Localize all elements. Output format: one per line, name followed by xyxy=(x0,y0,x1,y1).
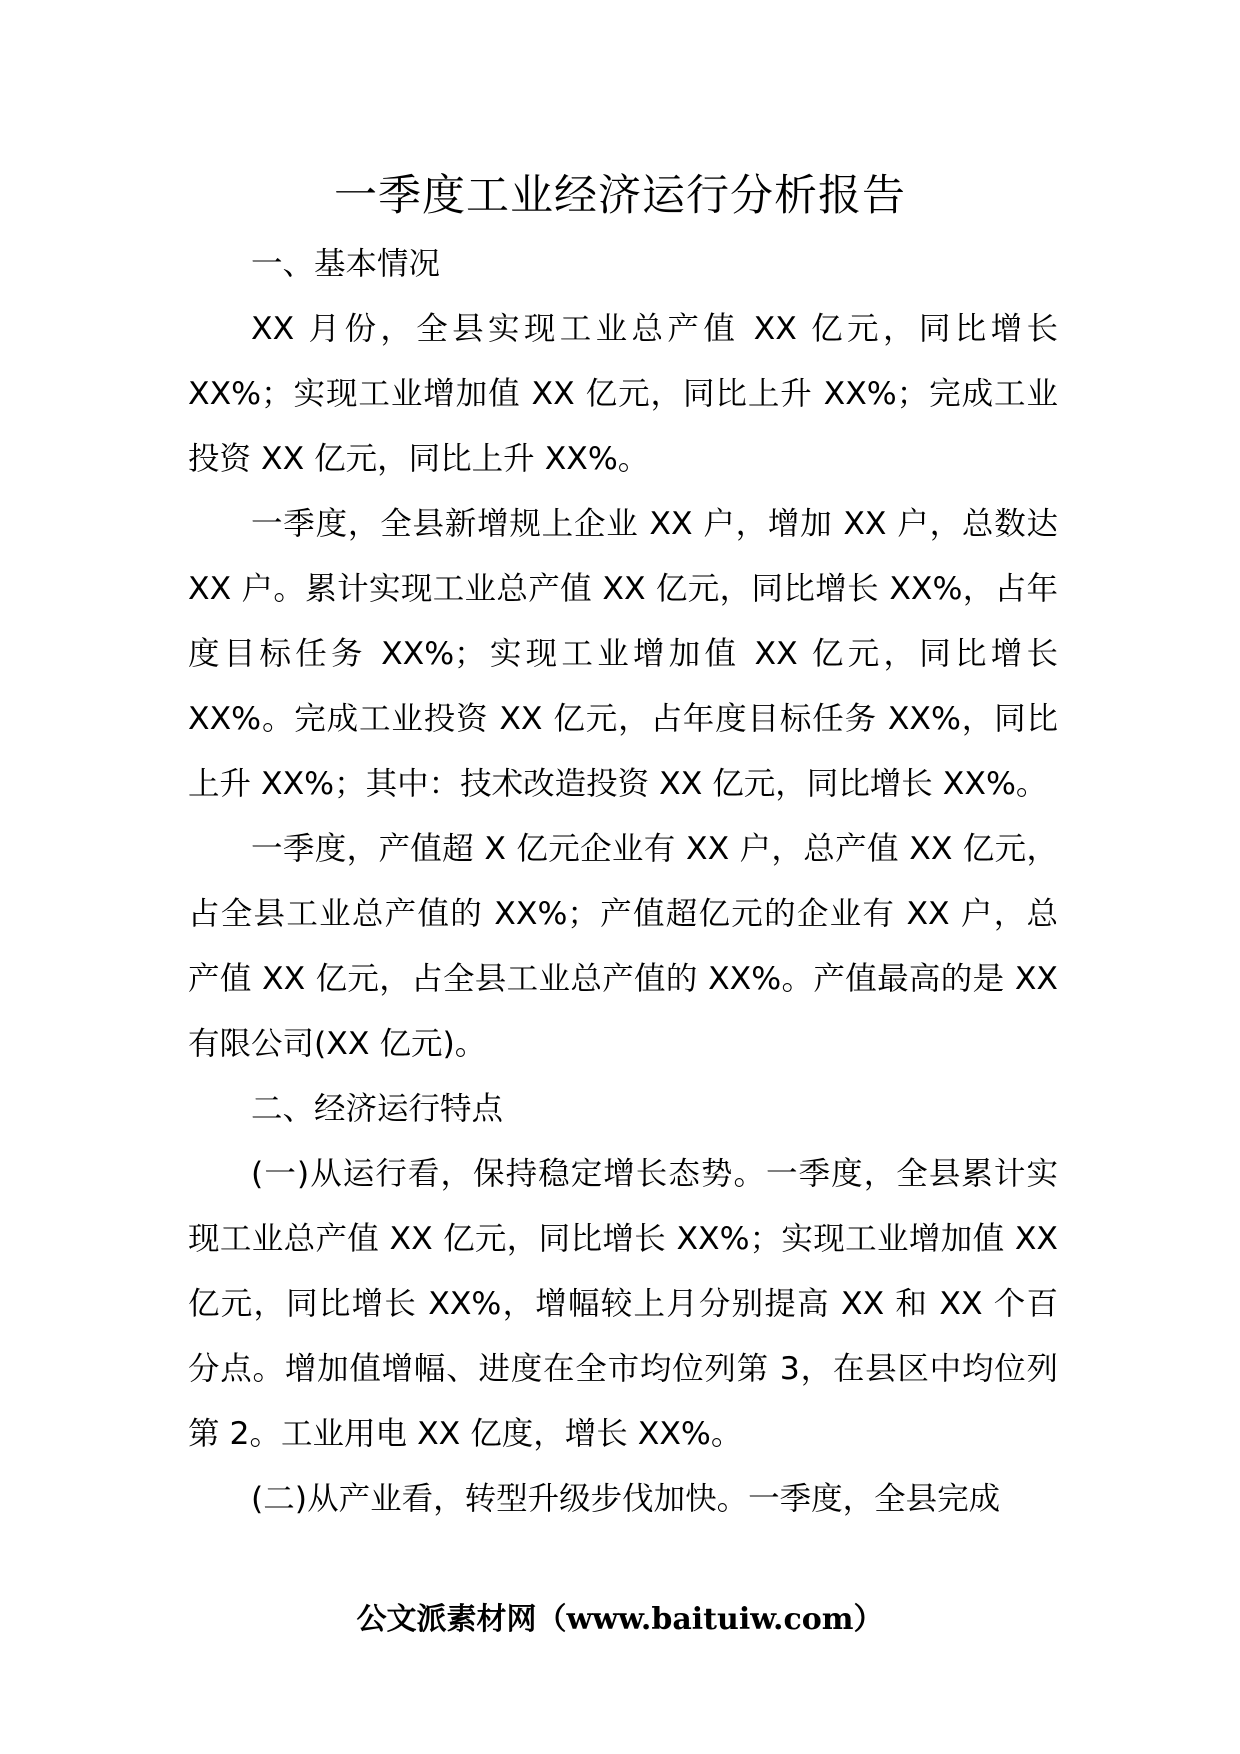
document-body xyxy=(188,232,1058,1532)
paragraph-industry-upgrade: (二)从产业看，转型升级步伐加快。一季度，全县完成 xyxy=(251,1481,1001,1517)
paragraph-operation-trend: (一)从运行看，保持稳定增长态势。一季度，全县累计实现工业总产值 XX 亿元，同比增长 XX%；实现工业增加值 XX 亿元，同比增长 XX%，增幅较上月分别提高 XX 和 XX 个百分点。增加值增幅、进度在全市均位列第 3，在县区中均位列第 2。工业用电 XX 亿度，增长 XX%。 xyxy=(188,1156,1058,1452)
document-title: 一季度工业经济运行分析报告 xyxy=(334,171,906,221)
footer-watermark: 公文派素材网（www.baituiw.com） xyxy=(356,1602,884,1637)
section-heading-basic-situation: 一、基本情况 xyxy=(251,246,441,282)
section-heading-features: 二、经济运行特点 xyxy=(251,1091,504,1127)
paragraph-enterprise-output: 一季度，产值超 X 亿元企业有 XX 户，总产值 XX 亿元，占全县工业总产值的 XX%；产值超亿元的企业有 XX 户，总产值 XX 亿元，占全县工业总产值的 XX%。产值最高的是 XX 有限公司(XX 亿元)。 xyxy=(188,831,1058,1062)
paragraph-quarterly-summary: 一季度，全县新增规上企业 XX 户，增加 XX 户，总数达 XX 户。累计实现工业总产值 XX 亿元，同比增长 XX%，占年度目标任务 XX%；实现工业增加值 XX 亿元，同比增长 XX%。完成工业投资 XX 亿元，占年度目标任务 XX%，同比上升 XX%；其中：技术改造投资 XX 亿元，同比增长 XX%。 xyxy=(188,506,1058,802)
paragraph-monthly-output: XX 月份，全县实现工业总产值 XX 亿元，同比增长 XX%；实现工业增加值 XX 亿元，同比上升 XX%；完成工业投资 XX 亿元，同比上升 XX%。 xyxy=(188,311,1058,477)
